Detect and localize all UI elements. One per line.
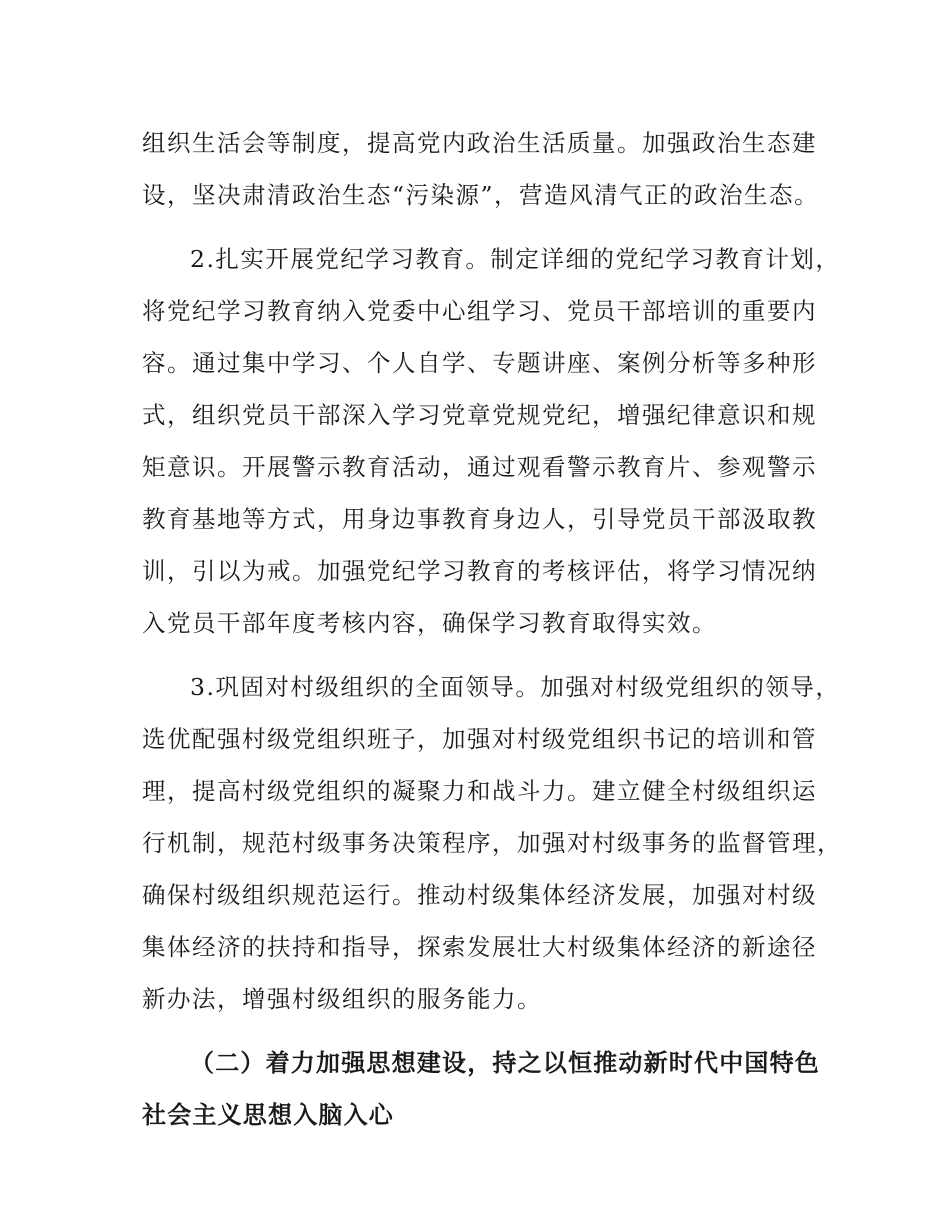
text-line: 集体经济的扶持和指导，探索发展壮大村级集体经济的新途径 <box>142 933 817 961</box>
text-line: 矩意识。开展警示教育活动，通过观看警示教育片、参观警示 <box>142 453 817 481</box>
text-line: 容。通过集中学习、个人自学、专题讲座、案例分析等多种形 <box>142 349 817 377</box>
text-line: 入党员干部年度考核内容，确保学习教育取得实效。 <box>142 609 717 637</box>
text-line: 新办法，增强村级组织的服务能力。 <box>142 985 542 1013</box>
paragraph-village-organization <box>142 661 842 1025</box>
text-line: 理，提高村级党组织的凝聚力和战斗力。建立健全村级组织运 <box>142 777 817 805</box>
document-body <box>142 117 842 1141</box>
text-line: 式，组织党员干部深入学习党章党规党纪，增强纪律意识和规 <box>142 401 817 429</box>
text-line: 行机制，规范村级事务决策程序，加强对村级事务的监督管理， <box>142 829 842 857</box>
text-line: 训，引以为戒。加强党纪学习教育的考核评估，将学习情况纳 <box>142 557 817 585</box>
text-line: 将党纪学习教育纳入党委中心组学习、党员干部培训的重要内 <box>142 297 817 325</box>
paragraph-continuation <box>142 117 832 221</box>
heading-line: 社会主义思想入脑入心 <box>142 1101 394 1129</box>
section-heading <box>142 1037 832 1141</box>
text-line: 教育基地等方式，用身边事教育身边人，引导党员干部汲取教 <box>142 505 817 533</box>
text-line: 设，坚决肃清政治生态“污染源”，营造风清气正的政治生态。 <box>142 181 820 209</box>
text-line: 3.巩固对村级组织的全面领导。加强对村级党组织的领导， <box>190 673 841 701</box>
text-line: 确保村级组织规范运行。推动村级集体经济发展，加强对村级 <box>142 881 817 909</box>
paragraph-party-discipline-education <box>142 233 841 649</box>
heading-line: （二）着力加强思想建设，持之以恒推动新时代中国特色 <box>190 1049 820 1077</box>
text-line: 组织生活会等制度，提高党内政治生活质量。加强政治生态建 <box>142 129 817 157</box>
text-line: 2.扎实开展党纪学习教育。制定详细的党纪学习教育计划， <box>190 245 841 273</box>
text-line: 选优配强村级党组织班子，加强对村级党组织书记的培训和管 <box>142 725 817 753</box>
